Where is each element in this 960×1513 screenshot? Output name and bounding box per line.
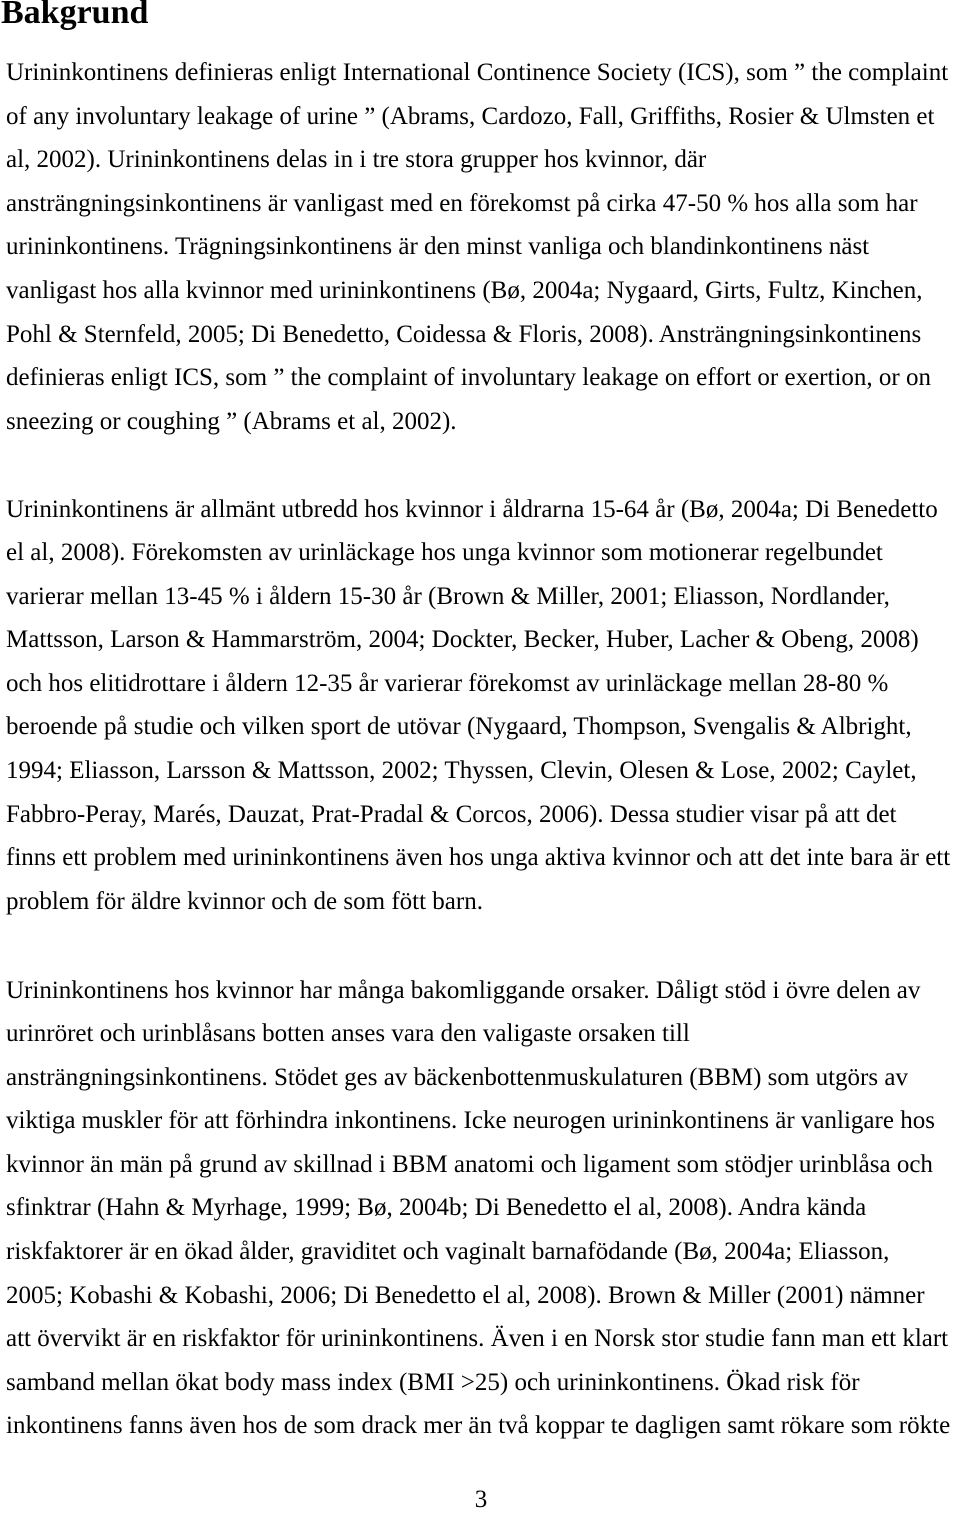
text-line: vanligast hos alla kvinnor med urininkontinens (Bø, 2004a; Nygaard, Girts, Fultz, Kinchen,	[6, 276, 923, 304]
text-line: Pohl & Sternfeld, 2005; Di Benedetto, Coidessa & Floris, 2008). Ansträngningsinkontinens	[6, 320, 922, 348]
text-line: of any involuntary leakage of urine ” (Abrams, Cardozo, Fall, Griffiths, Rosier & Ulmsten et	[6, 102, 935, 130]
text-line: riskfaktorer är en ökad ålder, graviditet och vaginalt barnafödande (Bø, 2004a; Eliasson,	[6, 1238, 890, 1266]
text-line: Urininkontinens definieras enligt International Continence Society (ICS), som ” the complaint	[6, 59, 949, 86]
paragraph	[6, 51, 956, 443]
text-line: definieras enligt ICS, som ” the complaint of involuntary leakage on effort or exertion, or on	[6, 364, 931, 392]
text-line: el al, 2008). Förekomsten av urinläckage hos unga kvinnor som motionerar regelbundet	[6, 539, 883, 567]
text-line: finns ett problem med urininkontinens även hos unga aktiva kvinnor och att det inte bara är ett	[6, 844, 951, 872]
paragraph	[6, 969, 956, 1449]
text-line: samband mellan ökat body mass index (BMI >25) och urininkontinens. Ökad risk för	[6, 1368, 860, 1396]
text-line: ansträngningsinkontinens är vanligast med en förekomst på cirka 47-50 % hos alla som har	[6, 189, 918, 217]
text-line: Urininkontinens hos kvinnor har många bakomliggande orsaker. Dåligt stöd i övre delen av	[6, 976, 921, 1004]
text-line: varierar mellan 13-45 % i åldern 15-30 år (Brown & Miller, 2001; Eliasson, Nordlander,	[6, 582, 890, 610]
text-line: 1994; Eliasson, Larsson & Mattsson, 2002; Thyssen, Clevin, Olesen & Lose, 2002; Caylet,	[6, 757, 917, 785]
text-line: viktiga muskler för att förhindra inkontinens. Icke neurogen urininkontinens är vanligare hos	[6, 1107, 935, 1135]
text-line: problem för äldre kvinnor och de som fött barn.	[6, 887, 483, 915]
text-line: beroende på studie och vilken sport de utövar (Nygaard, Thompson, Svengalis & Albright,	[6, 713, 912, 741]
text-line: och hos elitidrottare i åldern 12-35 år varierar förekomst av urinläckage mellan 28-80 %	[6, 669, 889, 697]
text-line: urinröret och urinblåsans botten anses vara den valigaste orsaken till	[6, 1020, 690, 1048]
text-line: 2005; Kobashi & Kobashi, 2006; Di Benedetto el al, 2008). Brown & Miller (2001) nämner	[6, 1281, 925, 1309]
text-line: urininkontinens. Trägningsinkontinens är den minst vanliga och blandinkontinens näst	[6, 233, 870, 261]
section-heading: Bakgrund	[1, 0, 149, 31]
text-line: al, 2002). Urininkontinens delas in i tre stora grupper hos kvinnor, där	[6, 146, 707, 174]
text-line: Urininkontinens är allmänt utbredd hos kvinnor i åldrarna 15-64 år (Bø, 2004a; Di Benedetto	[6, 495, 938, 523]
page-number: 3	[474, 1486, 488, 1513]
text-line: sneezing or coughing ” (Abrams et al, 2002).	[6, 407, 457, 435]
text-line: att övervikt är en riskfaktor för urininkontinens. Även i en Norsk stor studie fann man ett klart	[6, 1325, 949, 1353]
text-line: Mattsson, Larson & Hammarström, 2004; Dockter, Becker, Huber, Lacher & Obeng, 2008)	[6, 626, 919, 654]
text-line: inkontinens fanns även hos de som drack mer än två koppar te dagligen samt rökare som rökte	[6, 1412, 951, 1440]
text-line: sfinktrar (Hahn & Myrhage, 1999; Bø, 2004b; Di Benedetto el al, 2008). Andra kända	[6, 1194, 867, 1222]
text-line: kvinnor än män på grund av skillnad i BBM anatomi och ligament som stödjer urinblåsa och	[6, 1150, 933, 1178]
paragraph	[6, 488, 956, 924]
text-line: ansträngningsinkontinens. Stödet ges av bäckenbottenmuskulaturen (BBM) som utgörs av	[6, 1063, 908, 1091]
text-line: Fabbro-Peray, Marés, Dauzat, Prat-Pradal & Corcos, 2006). Dessa studier visar på att det	[6, 800, 897, 828]
